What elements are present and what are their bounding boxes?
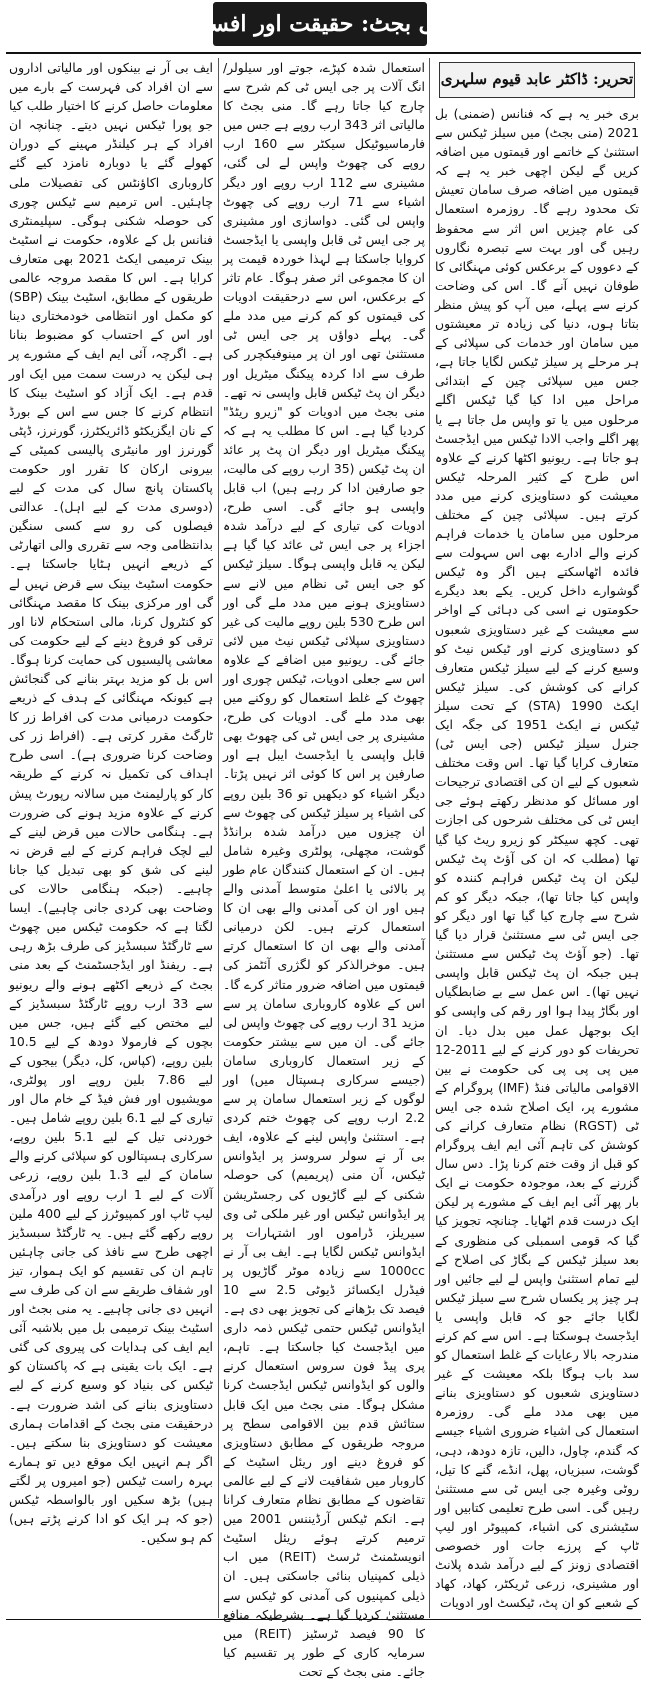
article-column-middle <box>221 58 427 1679</box>
article-text-middle: استعمال شدہ کپڑے، جوتے اور سیلولر/انگ آلات پر جی ایس ٹی کم شرح سے چارج کیا جاتا رہے گا۔ منی بجٹ کا مالیاتی اثر 343 ارب روپے ہے جس میں فارماسیوٹیکل سیکٹر سے 160 ارب روپے کی چھوٹ واپس لے لی گئی، مشینری سے 112 ارب روپے اور دیگر اشیاء سے 71 ارب روپے کی چھوٹ واپس لی گئی۔ دواسازی اور مشینری پر جی ایس ٹی قابل واپسی یا ایڈجسٹ کروایا جاسکتا ہے لہذا خوردہ قیمت پر ان کا مجموعی اثر صفر ہوگا۔ عام تاثر کے برعکس، اس سے درحقیقت ادویات کی قیمتوں کو کم کرنے میں مدد ملے گی۔ پہلے دواؤں پر جی ایس ٹی مستثنیٰ تھی اور ان پر مینوفیکچرر کی طرف سے ادا کردہ پیکنگ میٹریل اور دیگر ان پٹ ٹیکس قابل واپسی نہ تھے۔ منی بجٹ میں ادویات کو "زیرو ریٹڈ" کردیا گیا ہے۔ اس کا مطلب یہ ہے کہ پیکنگ میٹریل اور دیگر ان پٹ پر عائد ان پٹ ٹیکس (35 ارب روپے کی مالیت، جو صارفین ادا کر رہے ہیں) اب قابل واپسی ہو جائے گی۔ اسی طرح، ادویات کی تیاری کے لیے درآمد شدہ اجزاء پر جی ایس ٹی عائد کیا گیا ہے لیکن یہ قابل واپسی ہوگا۔ سیلز ٹیکس کو جی ایس ٹی نظام میں لانے سے دستاویزی ہونے میں مدد ملے گی اور اس طرح 530 بلین روپے مالیت کی غیر دستاویزی سپلائی ٹیکس نیٹ میں لائی جائے گی۔ ریونیو میں اضافے کے علاوہ اس سے جعلی ادویات، ٹیکس چوری اور چھوٹ کے غلط استعمال کو روکنے میں بھی مدد ملے گی۔ ادویات کی طرح، مشینری پر جی ایس ٹی کی چھوٹ بھی قابل واپسی یا ایڈجسٹ ایبل ہے اور صارفین پر اس کا کوئی اثر نہیں پڑتا۔ دیگر اشیاء کو دیکھیں تو 36 بلین روپے کی اشیاء پر سیلز ٹیکس کی چھوٹ سے ان چیزوں میں درآمد شدہ برانڈڈ گوشت، مچھلی، پولٹری وغیرہ شامل ہیں۔ ان کے استعمال کنندگان عام طور پر بالائی یا اعلیٰ متوسط آمدنی والے ہیں اور ان کی آمدنی والے بھی ان کا استعمال کرتے ہیں۔ لکن درمیانی آمدنی والے بھی ان کا استعمال کرتے ہیں۔ موخرالذکر کو لگژری آئٹمز کی قیمتوں میں اضافہ ضرور متاثر کرے گا۔ اس کے علاوہ کاروباری سامان پر سے مزید 31 ارب روپے کی چھوٹ واپس لی جائے گی۔ ان میں سے بیشتر حکومت کے زیر استعمال کاروباری سامان (جیسے سرکاری ہسپتال میں) اور لوگوں کے زیر استعمال سامان پر سے 2.2 ارب روپے کی چھوٹ ختم کردی ہے۔ استثنیٰ واپس لینے کے علاوہ، ایف بی آر نے سولر سروسز پر ایڈوانس ٹیکس، آن منی (پریمیم) کی حوصلہ شکنی کے لیے گاڑیوں کی رجسٹریشن پر ایڈوانس ٹیکس اور غیر ملکی ٹی وی سیریلز، ڈراموں اور اشتہارات پر ایڈوانس ٹیکس لگایا ہے۔ ایف بی آر نے 1000cc سے زیادہ موٹر گاڑیوں پر فیڈرل ایکسائز ڈیوٹی 2.5 سے 10 فیصد تک بڑھانے کی تجویز بھی دی ہے۔ ایڈوانس ٹیکس حتمی ٹیکس ذمہ داری میں ایڈجسٹ کیا جاسکتا ہے۔ تاہم، پری پیڈ فون سروس استعمال کرنے والوں کو ایڈوانس ٹیکس ایڈجسٹ کرنا مشکل ہوگا۔ منی بجٹ میں ایک قابل ستائش قدم بین الاقوامی سطح پر مروجہ طریقوں کے مطابق دستاویزی کو فروغ دینے اور ریئل اسٹیٹ کے کاروبار میں شفافیت لانے کے لیے عالمی تقاضوں کے مطابق نظام متعارف کرانا ہے۔ انکم ٹیکس آرڈیننس 2001 میں ترمیم کرتے ہوئے ریئل اسٹیٹ انویسٹمنٹ ٹرسٹ (REIT) میں اب ذیلی کمپنیاں بنائی جاسکتی ہیں۔ ان ذیلی کمپنیوں کی آمدنی کو ٹیکس سے مستثنیٰ کردیا گیا ہے۔ بشرطیکہ منافع کا 90 فیصد ٹرسٹیز (REIT) میں سرمایہ کاری کے طور پر تقسیم کیا جائے۔ منی بجٹ کے تحت <box>223 60 426 1679</box>
column-divider <box>218 58 219 1618</box>
header-rule <box>6 52 641 54</box>
footer-rule <box>6 1619 641 1620</box>
article-text-right: بری خبر یہ ہے کہ فنانس (ضمنی) بل 2021 (منی بجٹ) میں سیلز ٹیکس سے استثنیٰ کے خاتمے اور قیمتوں میں اضافہ کریں گے لیکن اچھی خبر یہ ہے کہ قیمتوں میں اضافہ صرف سامان تعیش تک محدود رہے گا۔ روزمرہ استعمال کی عام چیزیں اس اثر سے محفوظ رہیں گی اور بہت سے تبصرہ نگاروں کے دعووں کے برعکس کوئی مہنگائی کا طوفان نہیں آنے گا۔ اس کی وضاحت کرنے سے پہلے، میں آپ کو پیش منظر بتاتا ہوں، دنیا کی زیادہ تر معیشتوں میں سامان اور خدمات کی سپلائی کے ہر مرحلے پر سیلز ٹیکس لگایا جاتا ہے، جس میں سپلائی چین کے ابتدائی مراحل میں ادا کیا گیا ٹیکس اگلے مرحلوں میں یا تو واپس مل جاتا ہے یا پھر اگلے واجب الادا ٹیکس میں ایڈجسٹ ہو جاتا ہے۔ ریونیو اکٹھا کرنے کے علاوہ اس طرح کے کثیر المرحلہ ٹیکس معیشت کو دستاویزی کرنے میں مدد کرتے ہیں۔ سپلائی چین کے مختلف مرحلوں میں سامان یا خدمات فراہم کرنے والے ادارے بھی اس سہولت سے فائدہ اٹھاسکتے ہیں اگر وہ ٹیکس گوشوارے داخل کریں۔ یکے بعد دیگرے حکومتوں نے اسی کی دہائی کے اواخر سے معیشت کے غیر دستاویزی شعبوں کو دستاویزی کرنے اور ٹیکس نیٹ کو وسیع کرنے کے لیے سیلز ٹیکس متعارف کرانے کی کوشش کی۔ سیلز ٹیکس ایکٹ 1990 (STA) کے تحت سیلز ٹیکس نے ایکٹ 1951 کی جگہ ایک جنرل سیلز ٹیکس (جی ایس ٹی) متعارف کرایا گیا تھا۔ اس وقت مختلف شعبوں کے لیے ان کی اقتصادی ترجیحات اور مسائل کو مدنظر رکھتے ہوئے جی ایس ٹی کی مختلف شرحوں کی اجازت تھی۔ کچھ سیکٹر کو زیرو ریٹ کیا گیا تھا (مطلب کہ ان کی آؤٹ پٹ ٹیکس لیکن ان پٹ ٹیکس فراہم کنندہ کو واپس کیا جاتا تھا)، جبکہ دیگر کو کم شرح سے چارج کیا گیا تھا اور دیگر کو جی ایس ٹی سے مستثنیٰ قرار دیا گیا تھا۔ (جو آؤٹ پٹ ٹیکس سے مستثنیٰ ہیں جبکہ ان پٹ ٹیکس قابل واپسی نہیں تھا)۔ اس عمل سے بے ضابطگیاں اور بگاڑ پیدا ہوا اور رقم کی واپسی کو ایک بوجھل عمل میں بدل دیا۔ ان تحریفات کو دور کرنے کے لیے 2011-12 میں پی پی پی کی حکومت نے بین الاقوامی مالیاتی فنڈ (IMF) پروگرام کے مشورے پر، ایک اصلاح شدہ جی ایس ٹی (RGST) نظام متعارف کرانے کی کوشش کی تاہم آئی ایم ایف پروگرام کو قبل از وقت ختم کرنا پڑا۔ دس سال گزرنے کے بعد، موجودہ حکومت نے ایک بار پھر آئی ایم ایف کے مشورے پر لیکن ایک درست قدم اٹھایا۔ چنانچہ تجویز کیا گیا کہ قومی اسمبلی کی منظوری کے بعد سیلز ٹیکس کے بگاڑ کی اصلاح کے لیے تمام استثنیٰ واپس لے لیے جائیں اور ہر چیز پر یکساں شرح سے سیلز ٹیکس لگایا جائے جو کہ قابل واپسی یا ایڈجسٹ ہوسکتا ہے۔ اس سے کم کرنے مندرجہ بالا رعایات کے غلط استعمال کو سد باب ہوگا بلکہ معیشت کے غیر دستاویزی شعبوں کو دستاویزی بنانے میں بھی مدد ملے گی۔ روزمرہ استعمال کی اشیاء ضروری اشیاء جیسے کہ گندم، چاول، دالیں، تازہ دودھ، دہی، گوشت، سبزیاں، پھل، انڈے، گنے کا تیل، روٹی وغیرہ جی ایس ٹی سے مستثنیٰ رہیں گی۔ اسی طرح تعلیمی کتابیں اور سٹیشنری کی اشیاء، کمپیوٹر اور لیپ ٹاپ کے پرزے جات اور خصوصی اقتصادی زونز کے لیے درآمد شدہ پلانٹ اور مشینری، زرعی ٹریکٹر، کھاد، کھاد کے شعبے کو ان پٹ، ٹیکسٹ اور ادویات <box>435 106 640 1611</box>
headline-banner <box>184 2 456 46</box>
headline-title: منی بجٹ: حقیقت اور افسانہ <box>184 11 456 37</box>
column-divider <box>429 58 430 1618</box>
article-text-left: ایف بی آر نے بینکوں اور مالیاتی اداروں سے ان افراد کی فہرست کے بارے میں معلومات حاصل کرنے کا اختیار طلب کیا جو پورا ٹیکس نہیں دیتے۔ چنانچہ ان افراد کے ہر کیلنڈر مہینے کے دوران کھولے گئے یا دوبارہ نامزد کیے گئے کاروباری اکاؤنٹس کی تفصیلات ملی چاہئیں۔ اس ترمیم سے ٹیکس چوری کی حوصلہ شکنی ہوگی۔ سپلیمنٹری فنانس بل کے علاوہ، حکومت نے اسٹیٹ بینک ترمیمی ایکٹ 2021 بھی متعارف کرایا ہے۔ اس کا مقصد مروجہ عالمی طریقوں کے مطابق، اسٹیٹ بینک (SBP) کو مکمل اور انتظامی خودمختاری دینا اور اس کے احتساب کو مضبوط بنانا ہے۔ اگرچہ، آئی ایم ایف کے مشورے پر ہی لیکن یہ درست سمت میں ایک اور قدم ہے۔ ایک آزاد کو اسٹیٹ بینک کا انتظام کرنے کا جس سے اس کے بورڈ کے نان ایگزیکٹو ڈائریکٹرز، گورنرز، ڈپٹی گورنرز اور مانیٹری پالیسی کمیٹی کے بیرونی ارکان کا تقرر اور حکومت پاکستان پانچ سال کی مدت کے لیے (دوسری مدت کے لیے اہل)۔ عدالتی فیصلوں کی رو سے کسی سنگین بدانتظامی وجہ سے تقرری والی اتھارٹی کے ذریعے انہیں ہٹایا جاسکتا ہے۔ حکومت اسٹیٹ بینک سے قرض نہیں لے گی اور مرکزی بینک کا مقصد مہنگائی کو کنٹرول کرنا، مالی استحکام لانا اور ترقی کو فروغ دینے کے لیے حکومت کی معاشی پالیسیوں کی حمایت کرنا ہوگا۔ اس بل کو مزید بہتر بنانے کی گنجائش ہے کیونکہ مہنگائی کے ہدف کے ذریعے حکومت درمیانی مدت کی افراط زر کا ٹارگٹ مقرر کرتی ہے۔ (افراط زر کی وضاحت کرنا ضروری ہے)۔ اسی طرح اہداف کی تکمیل نہ کرنے کے طریقہ کار کو پارلیمنٹ میں سالانہ رپورٹ پیش کرنے کے علاوہ مزید ہونے کی ضرورت ہے۔ ہنگامی حالات میں قرض لینے کے لیے لچک فراہم کرنے کے لیے قرض نہ لینے کی شق کو بھی تبدیل کیا جانا چاہیے۔ (جبکہ ہنگامی حالات کی وضاحت بھی کردی جانی چاہیے)۔ ایسا لگتا ہے کہ حکومت ٹیکس میں چھوٹ سے ٹارگٹڈ سبسڈیز کی طرف بڑھ رہی ہے۔ ریفنڈ اور ایڈجسٹمنٹ کے بعد منی بجٹ کے ذریعے اکٹھے ہونے والے ریونیو سے 33 ارب روپے ٹارگٹڈ سبسڈیز کے لیے مختص کیے گئے ہیں، جس میں بچوں کے فارمولا دودھ کے لیے 10.5 بلین روپے، (کپاس، کل، دیگر) بیجوں کے لیے 7.86 بلین روپے اور پولٹری، مویشیوں اور فش فیڈ کے خام مال اور تیاری کے لیے 6.1 بلین روپے شامل ہیں۔ خوردنی تیل کے لیے 5.1 بلین روپے، سرکاری ہسپتالوں کو سپلائی کرنے والے سامان کے لیے 1.3 بلین روپے، زرعی آلات کے لیے 1 ارب روپے اور درآمدی لیپ ٹاپ اور کمپیوٹرز کے لیے 400 ملین روپے رکھے گئے ہیں۔ یہ ٹارگٹڈ سبسڈیز اچھی طرح سے نافذ کی جانی چاہئیں تاہم ان کی تقسیم کو ایک ہموار، تیز اور شفاف طریقے سے ان کی طرف سے انہیں دی جانی چاہیے۔ یہ منی بجٹ اور اسٹیٹ بینک ترمیمی بل میں بلاشبہ آئی ایم ایف کی ہدایات کی پیروی کی گئی ہے۔ ایک بات یقینی ہے کہ پاکستان کو ٹیکس کی بنیاد کو وسیع کرنے کے لیے دستاویزی بنانے کی اشد ضرورت ہے۔ درحقیقت منی بجٹ کے اقدامات ہماری معیشت کو دستاویزی بنا سکتے ہیں۔ اگر ہم انہیں ایک موقع دیں تو ہمارے بہرہ راست ٹیکس (جو امیروں پر لگتے ہیں) بڑھ سکیں اور بالواسطہ ٹیکس (جو کہ ہر ایک کو ادا کرنے پڑتے ہیں) کم ہو سکیں۔ <box>9 60 214 1546</box>
author-byline: تحریر: ڈاکٹر عابد قیوم سلہری <box>440 70 634 89</box>
article-column-left <box>7 58 215 1618</box>
article-column-right <box>433 58 641 1618</box>
byline-box <box>439 62 635 98</box>
